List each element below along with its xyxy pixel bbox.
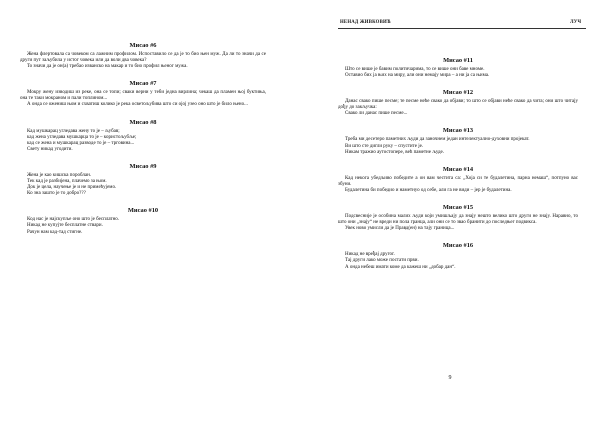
thought-section (20, 42, 266, 70)
section-paragraph: Док је цела, научење је и не примећујемо. (27, 185, 117, 191)
thought-section (338, 242, 578, 270)
thought-section (338, 127, 578, 155)
section-paragraph: Свету никад угодити. (27, 146, 73, 152)
section-paragraph: Рачун нам кад-тад стигне. (27, 229, 83, 235)
thought-section (338, 204, 578, 232)
section-title: Мисао #13 (442, 127, 474, 135)
section-paragraph: Тај други лако може постати први. (345, 258, 419, 264)
section-paragraph: Што се више је бавим политичарима, то се више они баве мноме. (345, 67, 485, 72)
thought-section (338, 166, 578, 194)
thought-section (20, 80, 266, 108)
section-paragraph: Кад некога убедљиво победите а он вам честита са: „Хоја си те будалетина, парна немаш“, потпуно вас збуни. (338, 175, 578, 187)
section-title: Мисао #9 (129, 162, 157, 170)
section-paragraph: Треба ми десетеро паметних људи да заночнем један интелектуално-духовни пројекат. (345, 137, 530, 143)
running-header-author: НЕНАД ЖИВКОВИЋ (340, 20, 391, 25)
header-divider (338, 28, 586, 29)
section-title: Мисао #8 (129, 118, 157, 126)
section-paragraph: А онда се ожениш њом и схватиш колико је река осветољубива што си ојој узео оно што је било њено... (27, 102, 248, 108)
section-paragraph: То значи да је он(а) требао изванско на макар и то био профил њеног мужа. (27, 64, 188, 70)
thought-section (20, 207, 266, 235)
section-paragraph: Тек кад је разбијена, плачемо за њом. (27, 179, 107, 185)
section-paragraph: Никад не вређај другог. (345, 252, 395, 258)
thought-section (338, 57, 578, 79)
section-paragraph: Мокру жену изводиш из реке, она се топи; сваки верни у теби једна вирлина; чекаш да пламен њој буктиња, она те таки мокраном и пали топлином... (20, 90, 266, 102)
section-paragraph: кад се жена и мушкарац разводе то је – трговина... (27, 140, 135, 146)
section-paragraph: Ко зна зашто је то добро??? (27, 191, 86, 197)
right-page (300, 0, 600, 424)
section-title: Мисао #11 (443, 57, 473, 64)
section-paragraph: Никад не купујте бесплатне ствари. (27, 223, 103, 229)
section-paragraph: А онда небеш имати коме да кажеш ни „добар дан“. (345, 264, 456, 270)
section-paragraph: Подсвесније је особина малих људи који умишљају да знају нешто велико што други не знају. Наравно, то што они „знају“ не вреди ни пола гранца, али они се то звао бранити до последњег подвикса. (338, 214, 578, 226)
thought-section (20, 119, 266, 153)
section-paragraph: Код нас је најскупље оно што је бесплатно. (27, 217, 120, 223)
section-paragraph: кад жена угледава мушкарца то је – користољубље; (27, 134, 137, 140)
section-paragraph: Кад мушкарац угледава жену то је – љубав; (27, 128, 120, 134)
section-paragraph: Данас свако пише песме; те песме неће свако да објави; то што се објави неће свако да чита; они што читају дођу до закључка: (338, 99, 578, 111)
thought-section (338, 89, 578, 117)
section-title: Мисао #14 (442, 165, 474, 173)
section-title: Мисао #10 (127, 207, 159, 215)
section-paragraph: Свако ли данас пише песме... (345, 111, 408, 117)
left-column (20, 42, 266, 246)
section-paragraph: Будалетина би победио и наметнуо од себе, али га не види – јер је будалетина. (345, 187, 512, 193)
section-paragraph: Жена је као кишска пороблан. (27, 172, 92, 178)
page-number: 9 (448, 375, 452, 381)
section-title: Мисао #6 (129, 42, 157, 49)
section-title: Мисао #15 (442, 204, 474, 212)
section-paragraph: Жена флертовала са човеком са лажним профилом. Испоставило се да је то био њен муж. Да ли то значи да се други пут заљубила у истог човека или да воли два човека? (20, 52, 266, 64)
thought-section (20, 163, 266, 197)
section-title: Мисао #16 (442, 242, 474, 250)
section-paragraph: Оставио бих ја њих на миру, али они немају мира – а ни ја са њима. (345, 73, 490, 79)
section-paragraph: Никам тражио аутостопере, већ паметне људе. (345, 149, 445, 155)
running-header-title: ЛУЧ (570, 20, 582, 25)
right-column (338, 57, 578, 281)
section-title: Мисао #12 (442, 89, 474, 97)
section-paragraph: Ви што сте дигли руку – спустите је. (345, 143, 424, 149)
section-paragraph: Увек ново умисли да је Правд(ен) на тају граница... (345, 226, 455, 232)
section-title: Мисао #7 (129, 80, 157, 88)
